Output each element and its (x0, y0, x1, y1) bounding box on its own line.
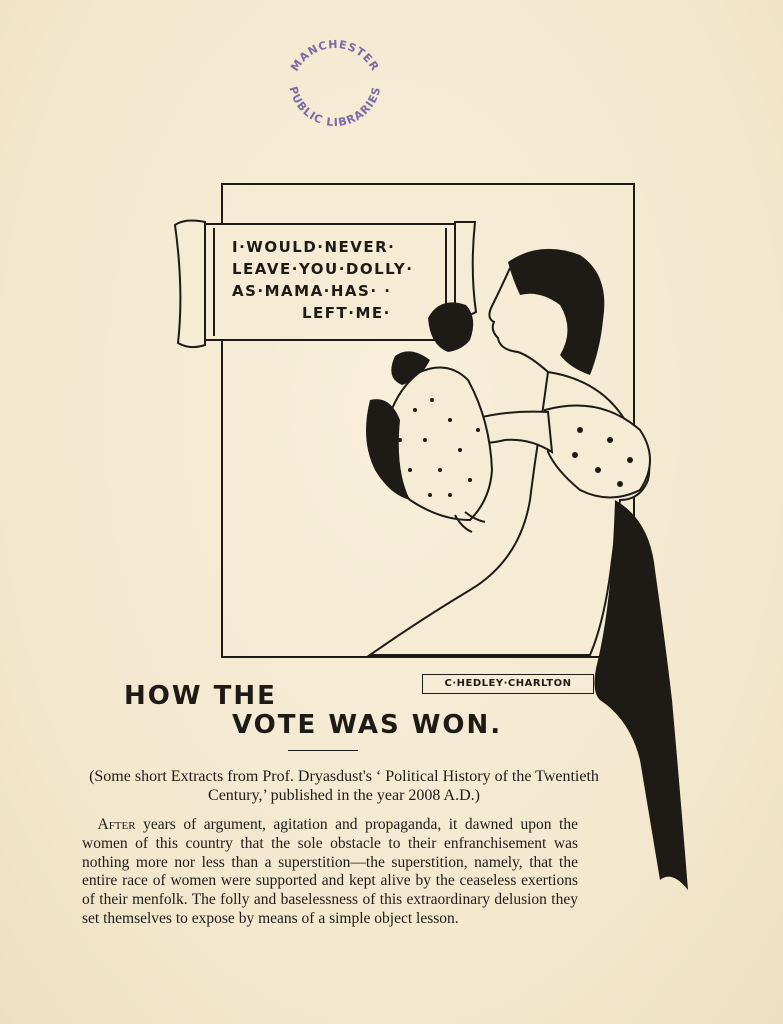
stamp-bottom-text: PUBLIC LIBRARIES (286, 85, 384, 130)
stamp-top-text: MANCHESTER (288, 37, 382, 74)
svg-text:MANCHESTER (288, 38, 382, 74)
library-stamp (275, 28, 395, 138)
banner-text (232, 236, 452, 324)
artist-signature: C·HEDLEY·CHARLTON (422, 674, 594, 694)
title-divider (288, 750, 358, 751)
banner-line-1: I·WOULD·NEVER· (232, 238, 396, 256)
title-line-1: HOW THE (124, 681, 277, 711)
doll-dress (384, 368, 492, 521)
article-subtitle: (Some short Extracts from Prof. Dryasdust's ‘ Political History of the Twentieth Century,’ published in the year 2008 A.D.) (89, 768, 599, 804)
banner-line-3: AS·MAMA·HAS· · (232, 282, 392, 300)
body-text: years of argument, agitation and propaganda, it dawned upon the women of this country that the sole obstacle to their enfranchisement was nothing more nor less than a superstition—the superstition, namely, that the entire race of women were supported and kept alive by the ceaseless exertions of their menfolk. The folly and baselessness of this extraordinary delusion they set themselves to expose by means of a simple object lesson. (82, 816, 578, 927)
article-body (82, 816, 578, 929)
title-line-2: VOTE WAS WON. (232, 710, 503, 740)
mother-hair (508, 249, 604, 375)
svg-text:PUBLIC LIBRARIES (287, 85, 384, 129)
banner-line-4: LEFT·ME· (302, 304, 391, 322)
banner-line-2: LEAVE·YOU·DOLLY· (232, 260, 414, 278)
lead-word: After (97, 816, 136, 833)
